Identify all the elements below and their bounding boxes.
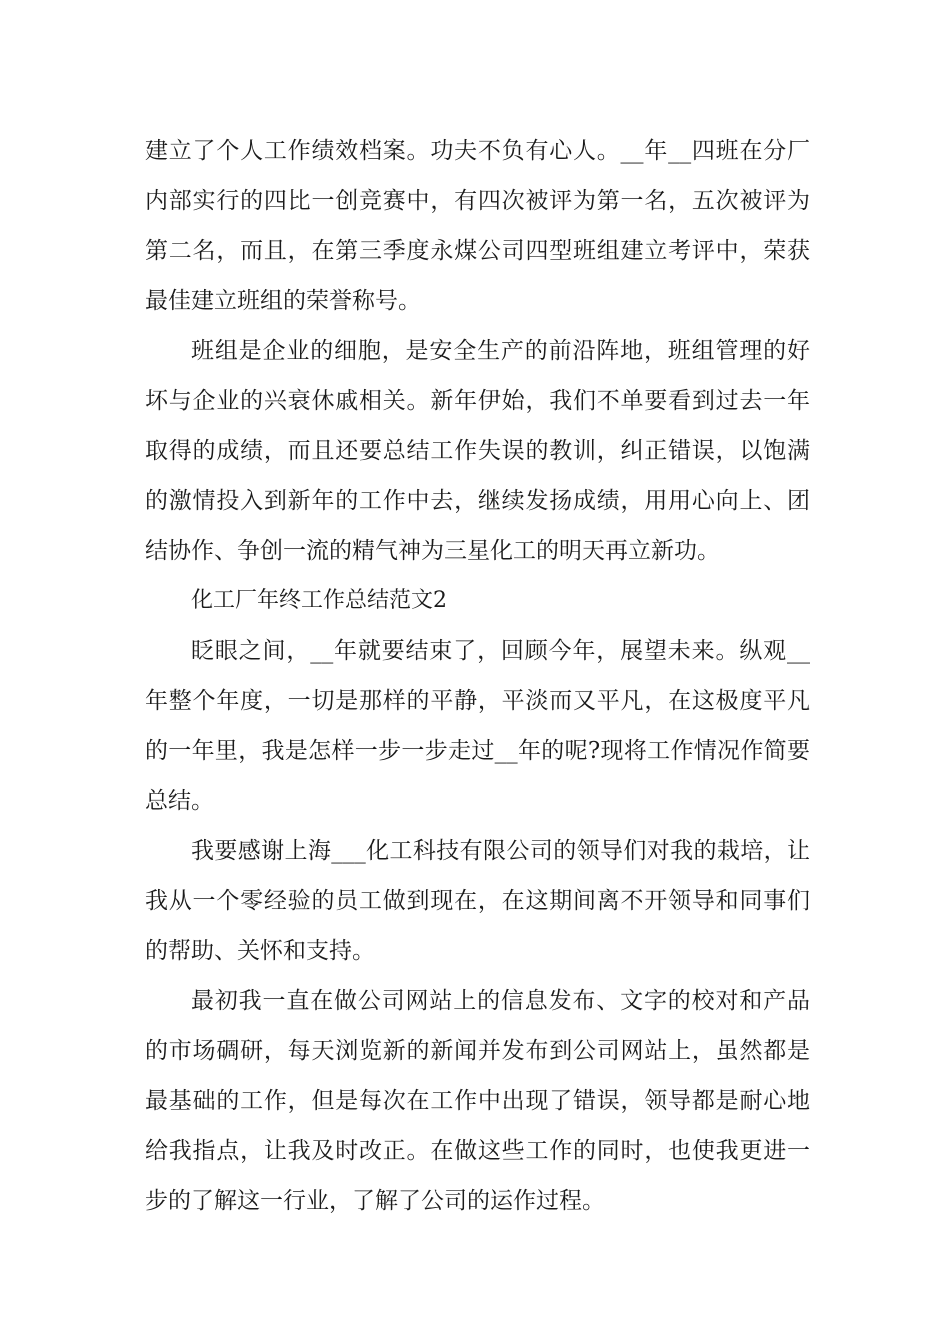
paragraph-work-details: 最初我一直在做公司网站上的信息发布、文字的校对和产品的市场碉研，每天浏览新的新闻并发布到公司网站上，虽然都是最基础的工作，但是每次在工作中出现了错误，领导都是耐心地给我指点，让我及时改正。在做这些工作的同时，也使我更进一步的了解这一行业，了解了公司的运作过程。 — [145, 988, 810, 1214]
paragraph-continuation: 建立了个人工作绩效档案。功夫不负有心人。__年__四班在分厂内部实行的四比一创竞赛中，有四次被评为第一名，五次被评为第二名，而且，在第三季度永煤公司四型班组建立考评中，荣获最佳建立班组的荣誉称号。 — [145, 138, 810, 314]
section-heading: 化工厂年终工作总结范文2 — [191, 588, 447, 613]
paragraph-team-management: 班组是企业的细胞，是安全生产的前沿阵地，班组管理的好坏与企业的兴衰休戚相关。新年伊始，我们不单要看到过去一年取得的成绩，而且还要总结工作失误的教训，纠正错误，以饱满的激情投入到新年的工作中去，继续发扬成绩，用用心向上、团结协作、争创一流的精气神为三星化工的明天再立新功。 — [145, 338, 810, 564]
paragraph-year-review: 眨眼之间，__年就要结束了，回顾今年，展望未来。纵观__年整个年度，一切是那样的平静，平淡而又平凡，在这极度平凡的一年里，我是怎样一步一步走过__年的呢?现将工作情况作简要总结。 — [145, 638, 810, 814]
paragraph-thanks: 我要感谢上海___化工科技有限公司的领导们对我的栽培，让我从一个零经验的员工做到现在，在这期间离不开领导和同事们的帮助、关怀和支持。 — [145, 838, 810, 964]
